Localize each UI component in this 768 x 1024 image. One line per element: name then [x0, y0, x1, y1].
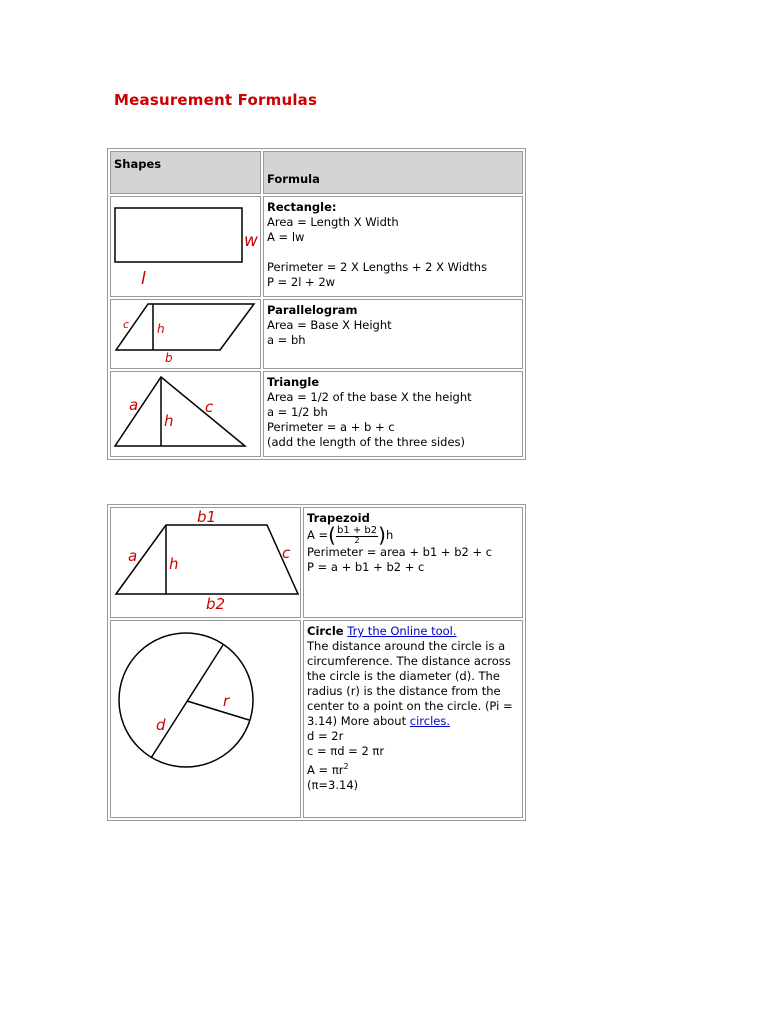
triangle-diagram-cell — [110, 371, 261, 457]
trapezoid-title: Trapezoid — [307, 511, 370, 525]
table-row-parallelogram — [110, 299, 523, 369]
trapezoid-diagram — [111, 508, 300, 613]
circle-formula-cell — [303, 620, 523, 818]
circle-circumference-formula: c = πd = 2 πr — [307, 744, 385, 758]
paren-close: ) — [378, 523, 386, 547]
parallelogram-area-line: Area = Base X Height — [267, 318, 392, 332]
trapezoid-shape — [116, 525, 298, 594]
rectangle-area-formula: A = lw — [267, 230, 305, 244]
parallelogram-formula-cell — [263, 299, 523, 369]
circle-radius-line — [187, 701, 249, 720]
rectangle-area-line: Area = Length X Width — [267, 215, 399, 229]
formulas-table-1 — [107, 148, 526, 460]
triangle-perimeter-note: (add the length of the three sides) — [267, 435, 466, 449]
triangle-area-formula: a = 1/2 bh — [267, 405, 328, 419]
fraction-numerator: b1 + b2 — [336, 525, 378, 536]
circle-diagram — [111, 621, 300, 813]
fraction — [336, 526, 378, 545]
label-h: h — [164, 412, 174, 430]
paren-open: ( — [328, 523, 336, 547]
header-shapes: Shapes — [110, 151, 261, 194]
trapezoid-area-suffix: h — [385, 528, 394, 542]
label-c: c — [282, 544, 291, 562]
circle-diameter-formula: d = 2r — [307, 729, 344, 743]
table-row-rectangle — [110, 196, 523, 297]
triangle-title: Triangle — [267, 375, 320, 389]
label-c: c — [205, 398, 214, 416]
rectangle-perimeter-formula: P = 2l + 2w — [267, 275, 336, 289]
fraction-denominator: 2 — [354, 536, 360, 545]
label-b1: b1 — [197, 508, 217, 526]
parallelogram-diagram-cell — [110, 299, 261, 369]
label-a: a — [129, 396, 139, 414]
label-b2: b2 — [206, 595, 226, 613]
trapezoid-area-formula — [307, 523, 520, 547]
label-c: c — [123, 318, 130, 331]
rectangle-diagram-cell — [110, 196, 261, 297]
rectangle-formula-cell — [263, 196, 523, 297]
parallelogram-title: Parallelogram — [267, 303, 358, 317]
circle-title: Circle — [307, 624, 344, 638]
parallelogram-diagram — [111, 300, 260, 364]
rectangle-perimeter-line: Perimeter = 2 X Lengths + 2 X Widths — [267, 260, 488, 274]
label-h: h — [169, 555, 179, 573]
circles-link[interactable]: circles. — [409, 714, 450, 728]
trapezoid-perimeter-formula: P = a + b1 + b2 + c — [307, 560, 425, 574]
table-row-triangle — [110, 371, 523, 457]
online-tool-link[interactable]: Try the Online tool. — [347, 624, 457, 638]
table-header-row — [110, 151, 523, 194]
triangle-diagram — [111, 372, 260, 452]
trapezoid-area-prefix: A = — [307, 528, 329, 542]
circle-description: The distance around the circle is a circumference. The distance across the circle is the diameter (d). The radius (r) is the distance from the center to a point on the circle. (Pi = 3.14) More about — [307, 639, 513, 728]
formulas-table-2 — [107, 504, 526, 821]
triangle-area-line: Area = 1/2 of the base X the height — [267, 390, 472, 404]
triangle-perimeter-formula: Perimeter = a + b + c — [267, 420, 395, 434]
parallelogram-shape — [116, 304, 254, 350]
rectangle-shape — [115, 208, 242, 262]
trapezoid-diagram-cell — [110, 507, 301, 618]
rectangle-diagram — [111, 197, 260, 292]
page-title: Measurement Formulas — [114, 91, 318, 109]
rectangle-title: Rectangle: — [267, 200, 337, 214]
circle-area-prefix: A = πr — [307, 762, 344, 777]
label-l: l — [141, 269, 146, 289]
label-b: b — [165, 351, 173, 364]
circle-area-formula — [307, 759, 520, 778]
label-a: a — [128, 547, 138, 565]
header-formula: Formula — [263, 151, 523, 194]
parallelogram-area-formula: a = bh — [267, 333, 306, 347]
label-h: h — [157, 322, 165, 336]
table-row-trapezoid — [110, 507, 523, 618]
trapezoid-perimeter-line: Perimeter = area + b1 + b2 + c — [307, 545, 493, 559]
circle-area-exponent: 2 — [343, 762, 349, 771]
trapezoid-formula-cell — [303, 507, 523, 618]
triangle-formula-cell — [263, 371, 523, 457]
label-r: r — [223, 692, 230, 710]
label-d: d — [156, 716, 166, 734]
table-row-circle — [110, 620, 523, 818]
label-w: w — [244, 231, 258, 251]
circle-diagram-cell — [110, 620, 301, 818]
circle-pi-note: (π=3.14) — [307, 777, 359, 792]
circle-shape — [119, 633, 253, 767]
